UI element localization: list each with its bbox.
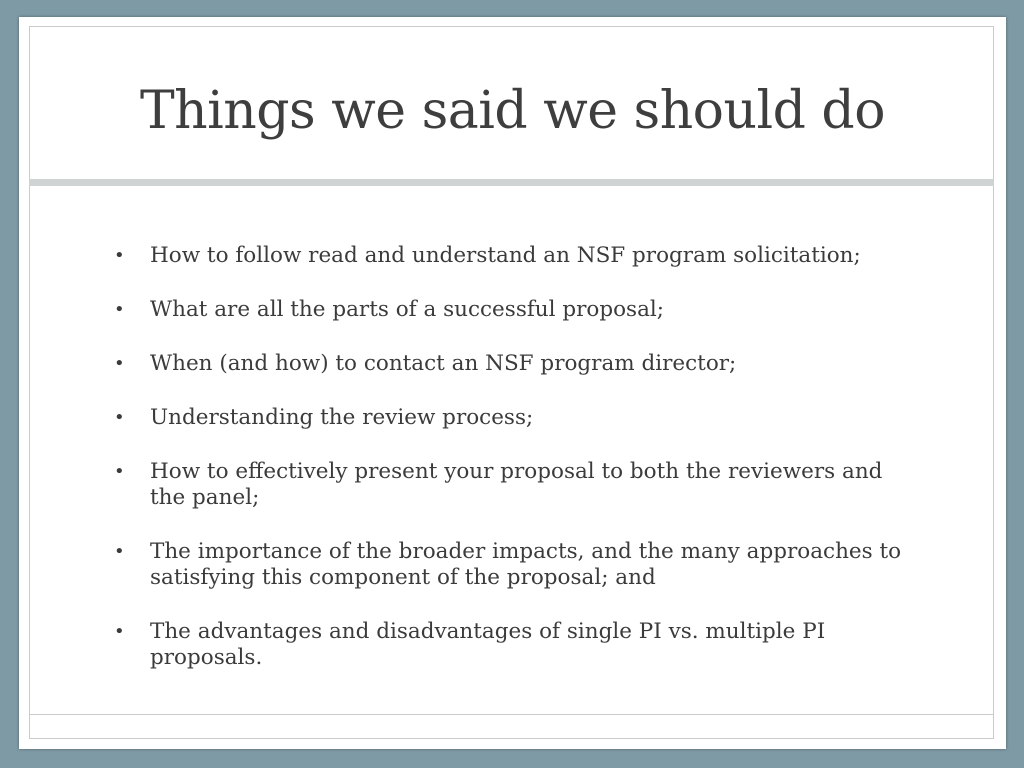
bullet-icon: •	[114, 461, 125, 482]
slide	[19, 17, 1006, 749]
footer-divider	[29, 714, 994, 715]
bullet-item	[114, 243, 914, 269]
bullet-item	[114, 619, 914, 671]
bullet-icon: •	[114, 299, 125, 320]
bullet-item	[114, 297, 914, 323]
title-divider	[29, 179, 994, 186]
bullet-text: How to effectively present your proposal to both the reviewers and the panel;	[150, 459, 883, 510]
bullet-text: When (and how) to contact an NSF program director;	[150, 351, 737, 376]
bullet-item	[114, 539, 914, 591]
bullet-item	[114, 351, 914, 377]
bullet-item	[114, 459, 914, 511]
bullet-list	[114, 243, 914, 699]
bullet-icon: •	[114, 353, 125, 374]
bullet-icon: •	[114, 621, 125, 642]
bullet-text: Understanding the review process;	[150, 405, 534, 430]
bullet-text: How to follow read and understand an NSF program solicitation;	[150, 243, 861, 268]
bullet-icon: •	[114, 407, 125, 428]
bullet-icon: •	[114, 245, 125, 266]
bullet-item	[114, 405, 914, 431]
bullet-text: What are all the parts of a successful proposal;	[150, 297, 665, 322]
bullet-text: The importance of the broader impacts, and the many approaches to satisfying this component of the proposal; and	[150, 539, 902, 590]
slide-title: Things we said we should do	[139, 81, 886, 141]
bullet-text: The advantages and disadvantages of single PI vs. multiple PI proposals.	[150, 619, 826, 670]
bullet-icon: •	[114, 541, 125, 562]
